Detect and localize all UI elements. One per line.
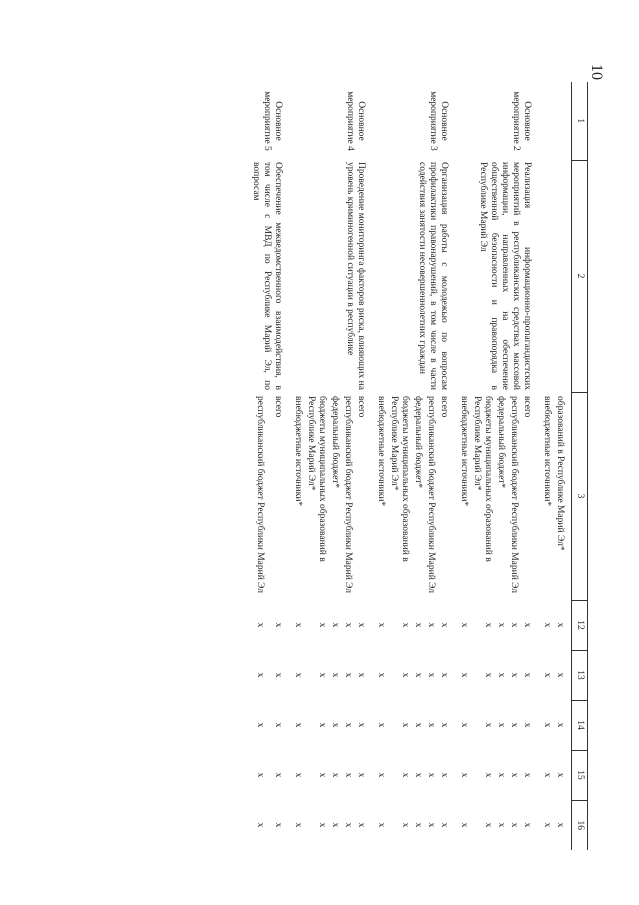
value-cell: x [254, 722, 265, 728]
funding-source-cell: внебюджетные источники* [459, 396, 469, 507]
funding-source-cell: республиканский бюджет Республики Марий Эл [254, 396, 265, 594]
funding-source-cell: внебюджетные источники* [376, 396, 386, 507]
value-cell: x [376, 722, 386, 728]
value-cell: x [509, 772, 519, 778]
funding-source-cell: бюджеты муниципальных образований в Республике Марий Эл* [306, 396, 327, 562]
event-description-cell: Реализация информационно-пропагандистских мероприятий в республиканских средствах массовой информации, направленных на обеспечение общественной безопасности и правопорядка в Республике Марий Эл [478, 162, 532, 390]
event-description-cell [553, 160, 572, 392]
value-cell: x [356, 622, 366, 628]
value-cell: x [356, 822, 366, 828]
value-cell: x [509, 822, 519, 828]
value-cell: x [542, 722, 552, 728]
value-cell: x [413, 722, 423, 728]
table-row [266, 82, 291, 850]
funding-source-cell: всего [439, 396, 449, 418]
value-cell: x [426, 622, 436, 628]
value-cell: x [542, 672, 552, 678]
value-cell: x [254, 822, 265, 828]
event-number-cell: Основное мероприятие 2 [511, 91, 532, 151]
value-cell: x [555, 622, 565, 628]
table-row [540, 82, 553, 850]
value-cell: x [459, 672, 469, 678]
event-number-cell: Основное мероприятие 4 [345, 91, 366, 151]
value-cell: x [555, 722, 565, 728]
value-cell: x [330, 672, 340, 678]
value-cell: x [293, 622, 303, 628]
event-description-cell [540, 160, 553, 392]
header-col-16: 16 [572, 800, 588, 850]
value-cell: x [542, 622, 552, 628]
value-cell: x [317, 672, 327, 678]
value-cell: x [413, 672, 423, 678]
value-cell: x [413, 622, 423, 628]
value-cell: x [376, 622, 386, 628]
value-cell: x [293, 822, 303, 828]
value-cell: x [273, 772, 283, 778]
funding-source-cell: всего [273, 396, 283, 418]
funding-source-cell: всего [522, 396, 532, 418]
value-cell: x [439, 772, 449, 778]
value-cell: x [413, 822, 423, 828]
value-cell: x [439, 622, 449, 628]
value-cell: x [343, 622, 353, 628]
page-number: 10 [588, 64, 605, 80]
value-cell: x [509, 672, 519, 678]
value-cell: x [273, 622, 283, 628]
event-number-cell: Основное мероприятие 3 [428, 91, 449, 151]
value-cell: x [330, 772, 340, 778]
value-cell: x [400, 822, 410, 828]
value-cell: x [483, 722, 493, 728]
value-cell: x [496, 822, 506, 828]
value-cell: x [376, 772, 386, 778]
header-col-3: 3 [572, 392, 588, 600]
value-cell: x [400, 722, 410, 728]
funding-source-cell: внебюджетные источники* [542, 396, 552, 507]
value-cell: x [293, 722, 303, 728]
funding-source-cell: республиканский бюджет Республики Марий Эл [509, 396, 519, 594]
value-cell: x [522, 822, 532, 828]
value-cell: x [459, 722, 469, 728]
value-cell: x [555, 672, 565, 678]
funding-source-cell: образований в Республике Марий Эл* [555, 396, 565, 551]
table-row [520, 82, 540, 850]
value-cell: x [426, 772, 436, 778]
value-cell: x [330, 722, 340, 728]
funding-source-cell: республиканский бюджет Республики Марий Эл [426, 396, 436, 594]
funding-source-cell: бюджеты муниципальных образований в Республике Марий Эл* [389, 396, 410, 562]
value-cell: x [522, 672, 532, 678]
value-cell: x [293, 672, 303, 678]
value-cell: x [400, 672, 410, 678]
value-cell: x [459, 622, 469, 628]
event-number-cell [553, 82, 572, 160]
value-cell: x [522, 622, 532, 628]
value-cell: x [343, 722, 353, 728]
value-cell: x [317, 622, 327, 628]
value-cell: x [555, 822, 565, 828]
value-cell: x [273, 722, 283, 728]
funding-source-cell: федеральный бюджет* [496, 396, 506, 489]
event-description-cell: Проведение мониторинга факторов риска, влияющих на уровень криминогенной ситуации в республике [345, 162, 366, 390]
value-cell: x [273, 822, 283, 828]
value-cell: x [317, 822, 327, 828]
value-cell: x [330, 622, 340, 628]
value-cell: x [483, 822, 493, 828]
funding-source-cell: бюджеты муниципальных образований в Республике Марий Эл* [472, 396, 493, 562]
header-col-13: 13 [572, 650, 588, 700]
value-cell: x [542, 822, 552, 828]
value-cell: x [356, 722, 366, 728]
value-cell: x [254, 622, 265, 628]
value-cell: x [317, 772, 327, 778]
value-cell: x [522, 772, 532, 778]
value-cell: x [343, 772, 353, 778]
value-cell: x [459, 822, 469, 828]
funding-source-cell: федеральный бюджет* [413, 396, 423, 489]
value-cell: x [400, 622, 410, 628]
header-col-15: 15 [572, 750, 588, 800]
value-cell: x [509, 622, 519, 628]
event-description-cell: Обеспечение межведомственного взаимодействия, в том числе с МВД по Республике Марий Эл, по вопросам [251, 162, 283, 390]
value-cell: x [343, 672, 353, 678]
rotated-table-container [108, 82, 588, 850]
value-cell: x [376, 822, 386, 828]
value-cell: x [293, 772, 303, 778]
funding-source-cell: внебюджетные источники* [293, 396, 303, 507]
table-row [354, 82, 374, 850]
table-row [553, 82, 572, 850]
budget-table [249, 82, 588, 850]
table-body [249, 82, 572, 850]
value-cell: x [496, 722, 506, 728]
event-number-cell [540, 82, 553, 160]
funding-source-cell: республиканский бюджет Республики Марий Эл [343, 396, 353, 594]
header-col-12: 12 [572, 600, 588, 650]
value-cell: x [426, 722, 436, 728]
value-cell: x [426, 822, 436, 828]
value-cell: x [343, 822, 353, 828]
value-cell: x [483, 672, 493, 678]
value-cell: x [496, 622, 506, 628]
value-cell: x [330, 822, 340, 828]
value-cell: x [273, 672, 283, 678]
value-cell: x [356, 772, 366, 778]
value-cell: x [356, 672, 366, 678]
header-col-1: 1 [572, 82, 588, 160]
value-cell: x [496, 772, 506, 778]
header-col-2: 2 [572, 160, 588, 392]
table-header-row [572, 82, 588, 850]
value-cell: x [483, 622, 493, 628]
value-cell: x [439, 822, 449, 828]
value-cell: x [413, 772, 423, 778]
value-cell: x [483, 772, 493, 778]
value-cell: x [439, 672, 449, 678]
value-cell: x [376, 672, 386, 678]
value-cell: x [439, 722, 449, 728]
value-cell: x [509, 722, 519, 728]
value-cell: x [254, 772, 265, 778]
table-row [437, 82, 457, 850]
value-cell: x [555, 772, 565, 778]
value-cell: x [542, 772, 552, 778]
event-number-cell: Основное мероприятие 5 [262, 91, 283, 151]
value-cell: x [459, 772, 469, 778]
funding-source-cell: всего [356, 396, 366, 418]
funding-source-cell: федеральный бюджет* [330, 396, 340, 489]
value-cell: x [522, 722, 532, 728]
value-cell: x [254, 672, 265, 678]
value-cell: x [400, 772, 410, 778]
value-cell: x [317, 722, 327, 728]
event-description-cell: Организация работы с молодежью по вопросам профилактики правонарушений, в том числе в части содействия занятости несовершеннолетних граждан [417, 162, 449, 390]
value-cell: x [496, 672, 506, 678]
header-col-14: 14 [572, 700, 588, 750]
value-cell: x [426, 672, 436, 678]
